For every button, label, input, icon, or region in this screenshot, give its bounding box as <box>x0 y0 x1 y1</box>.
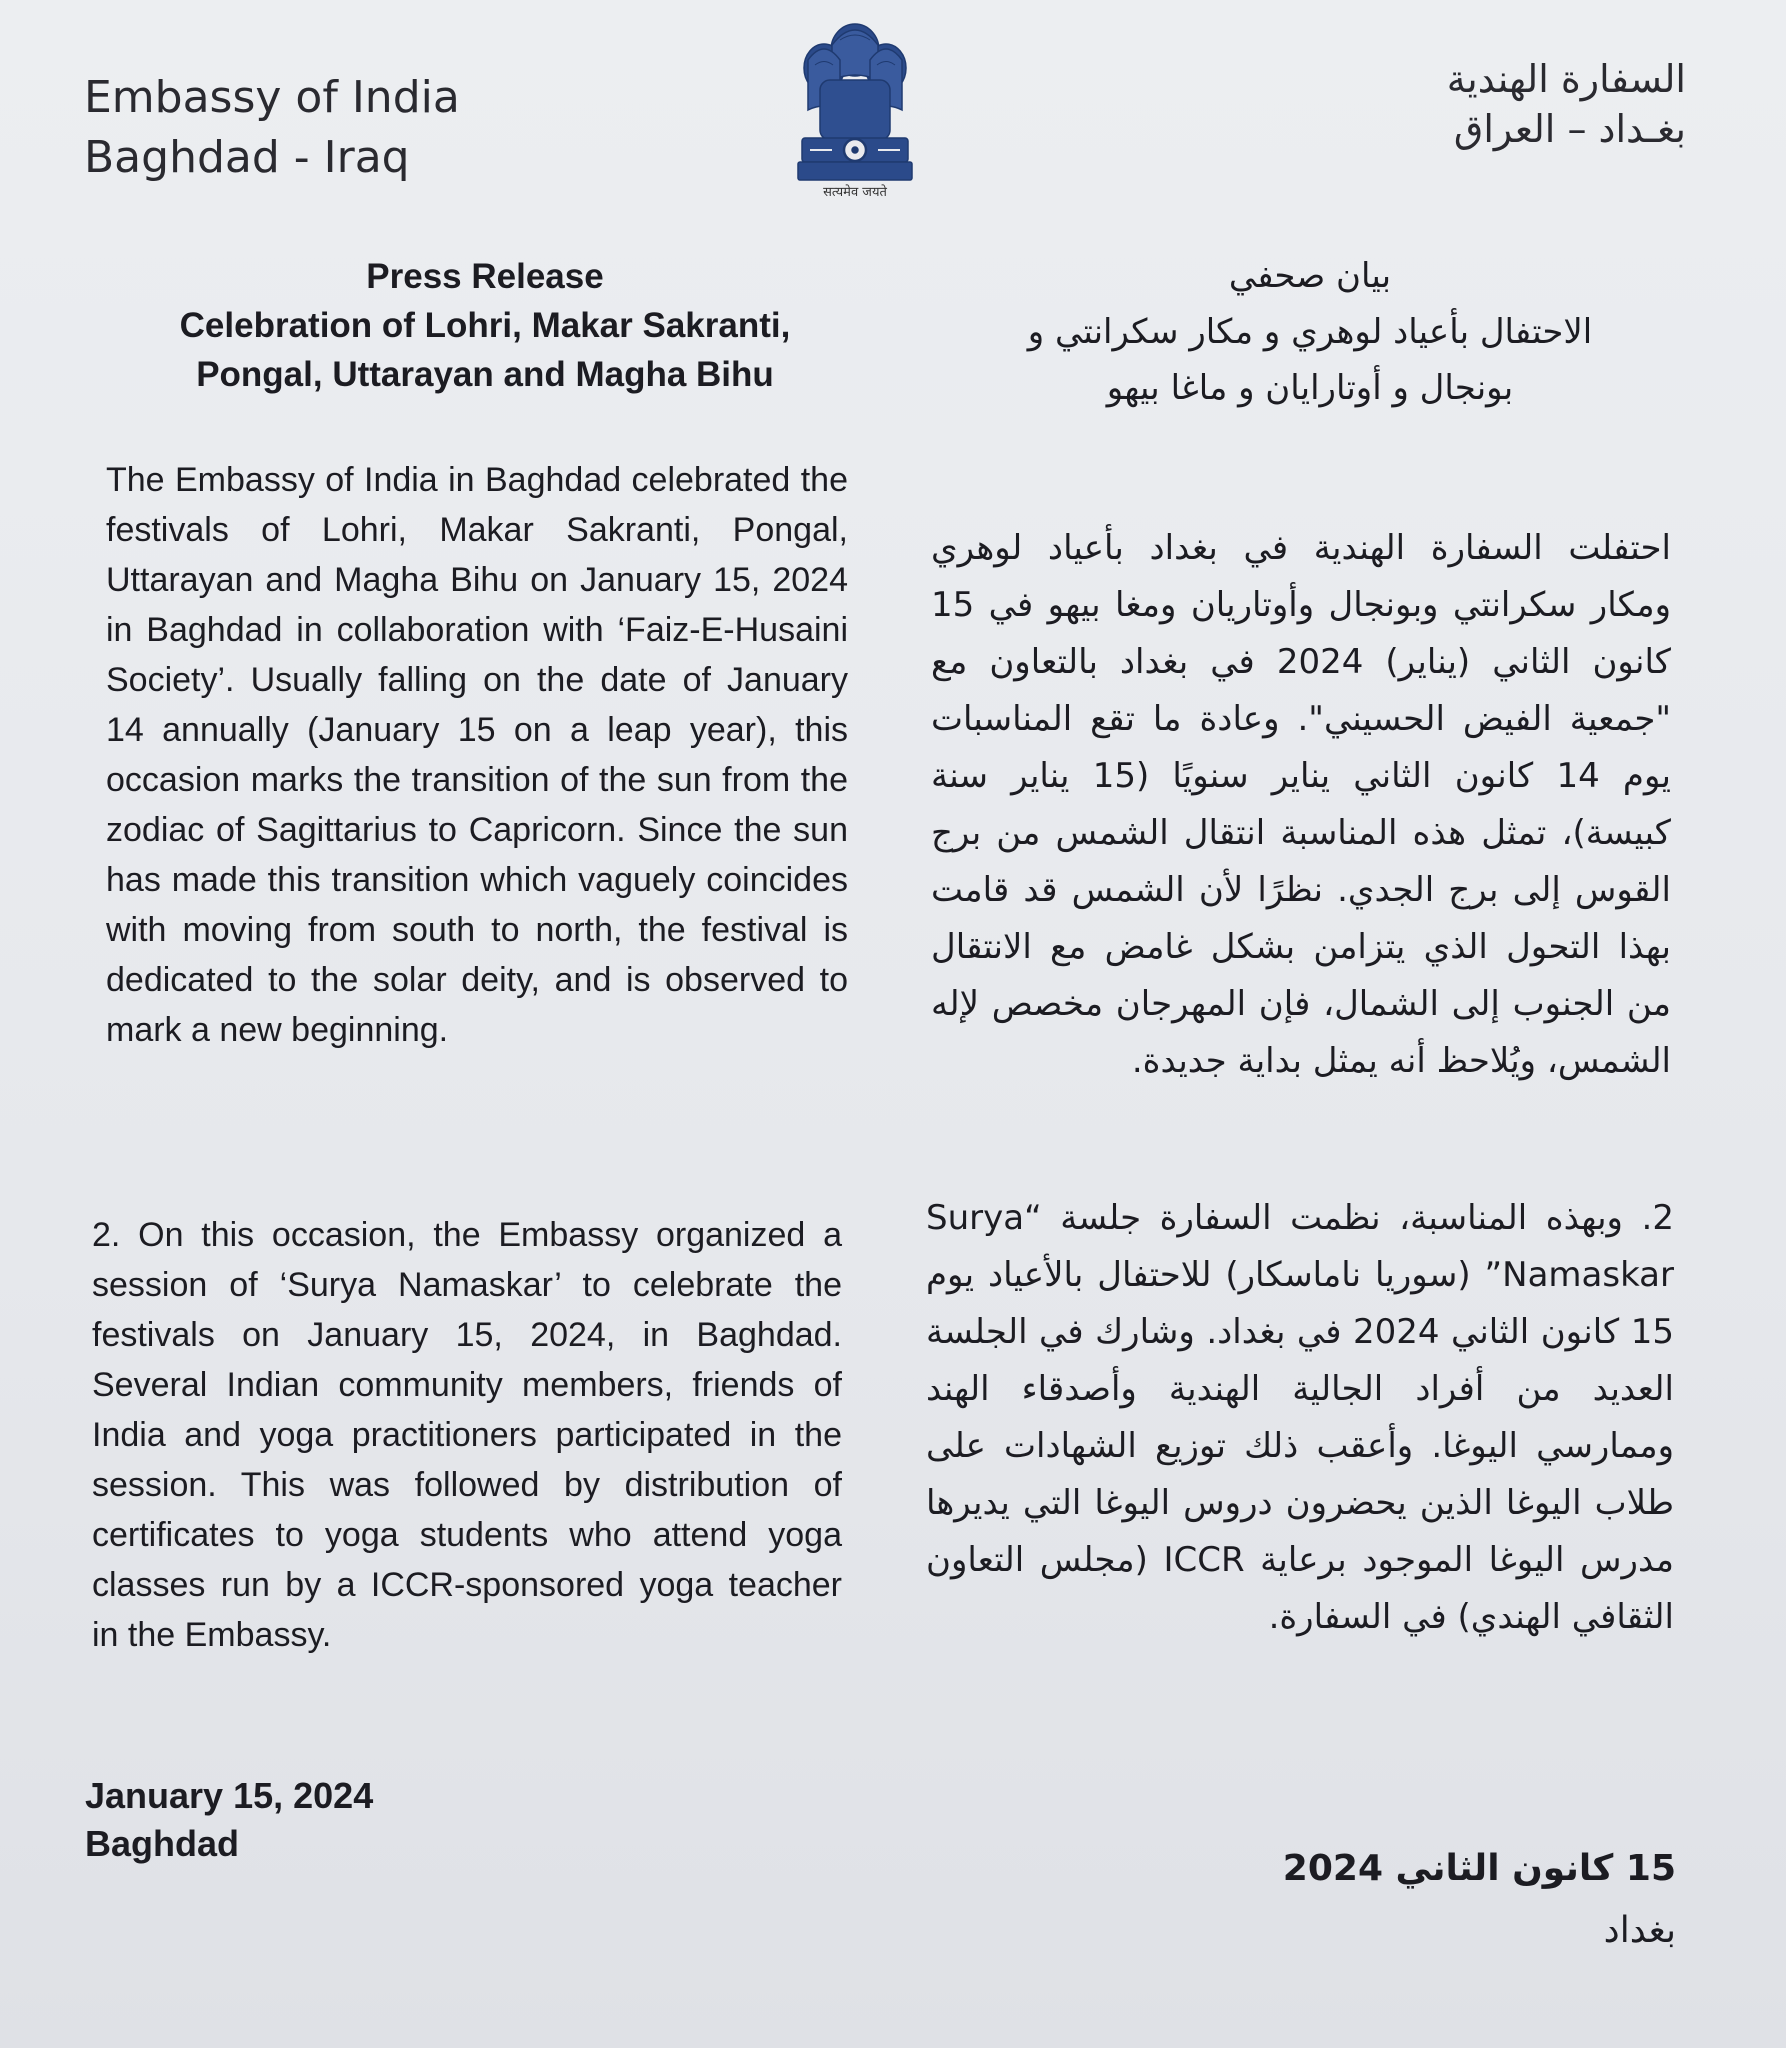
english-paragraph-1: The Embassy of India in Baghdad celebrated the festivals of Lohri, Makar Sakranti, Pongal, Uttarayan and Magha Bihu on January 15, 2024 in Baghdad in collaboration with ‘Faiz-E-Husaini Society’. Usually falling on the date of January 14 annually (January 15 on a leap year), this occasion marks the transition of the sun from the zodiac of Sagittarius to Capricorn. Since the sun has made this transition which vaguely coincides with moving from south to north, the festival is dedicated to the solar deity, and is observed to mark a new beginning. <box>106 461 848 1049</box>
english-place: Baghdad <box>85 1823 240 1864</box>
arabic-title <box>930 248 1690 416</box>
press-release-heading-arabic: بيان صحفي <box>1228 256 1392 296</box>
english-paragraph-2: 2. On this occasion, the Embassy organized a session of ‘Surya Namaskar’ to celebrate the festivals on January 15, 2024, in Baghdad. Several Indian community members, friends of India and yoga practitioners participated in the session. This was followed by distribution of certificates to yoga students who attend yoga classes run by a ICCR-sponsored yoga teacher in the Embassy. <box>92 1216 842 1654</box>
arabic-dateline <box>1176 1838 1676 1962</box>
emblem-motto: सत्यमेव जयते <box>823 185 887 200</box>
embassy-header-arabic <box>1286 54 1686 154</box>
english-title <box>140 252 830 399</box>
english-dateline <box>85 1772 373 1868</box>
arabic-paragraph-2: 2. وبهذه المناسبة، نظمت السفارة جلسة “Surya Namaskar” (سوريا ناماسكار) للاحتفال بالأعياد يوم 15 كانون الثاني 2024 في بغداد. وشارك في الجلسة العديد من أفراد الجالية الهندية وأصدقاء الهند وممارسي اليوغا. وأعقب ذلك توزيع الشهادات على طلاب اليوغا الذين يحضرون دروس اليوغا التي يديرها مدرس اليوغا الموجود برعاية ICCR (مجلس التعاون الثقافي الهندي) في السفارة. <box>926 1198 1675 1637</box>
embassy-name: Embassy of India <box>84 72 460 123</box>
arabic-subtitle-line2: بونجال و أوتارايان و ماغا بيهو <box>1106 368 1514 408</box>
arabic-date: 15 كانون الثاني 2024 <box>1282 1848 1676 1889</box>
arabic-paragraph-1: احتفلت السفارة الهندية في بغداد بأعياد لوهري ومكار سكرانتي وبونجال وأوتاريان ومغا بيهو في 15 كانون الثاني (يناير) 2024 في بغداد بالتعاون مع "جمعية الفيض الحسيني". وعادة ما تقع المناسبات يوم 14 كانون الثاني يناير سنويًا (15 يناير سنة كبيسة)، تمثل هذه المناسبة انتقال الشمس من برج القوس إلى برج الجدي. نظرًا لأن الشمس قد قامت بهذا التحول الذي يتزامن بشكل غامض مع الانتقال من الجنوب إلى الشمال، فإن المهرجان مخصص لإله الشمس، ويُلاحظ أنه يمثل بداية جديدة. <box>931 528 1671 1081</box>
arabic-subtitle-line1: الاحتفال بأعياد لوهري و مكار سكرانتي و <box>1027 312 1593 352</box>
english-date: January 15, 2024 <box>85 1775 374 1816</box>
embassy-location: Baghdad - Iraq <box>84 132 410 183</box>
arabic-place: بغداد <box>1603 1910 1676 1951</box>
press-release-heading: Press Release <box>366 257 604 296</box>
embassy-header-english <box>84 68 460 188</box>
embassy-name-arabic: السفارة الهندية <box>1446 57 1686 101</box>
national-emblem-icon <box>780 10 930 210</box>
english-subtitle-line1: Celebration of Lohri, Makar Sakranti, <box>179 306 791 345</box>
embassy-location-arabic: بغـداد – العراق <box>1453 107 1686 151</box>
english-subtitle-line2: Pongal, Uttarayan and Magha Bihu <box>196 355 774 394</box>
